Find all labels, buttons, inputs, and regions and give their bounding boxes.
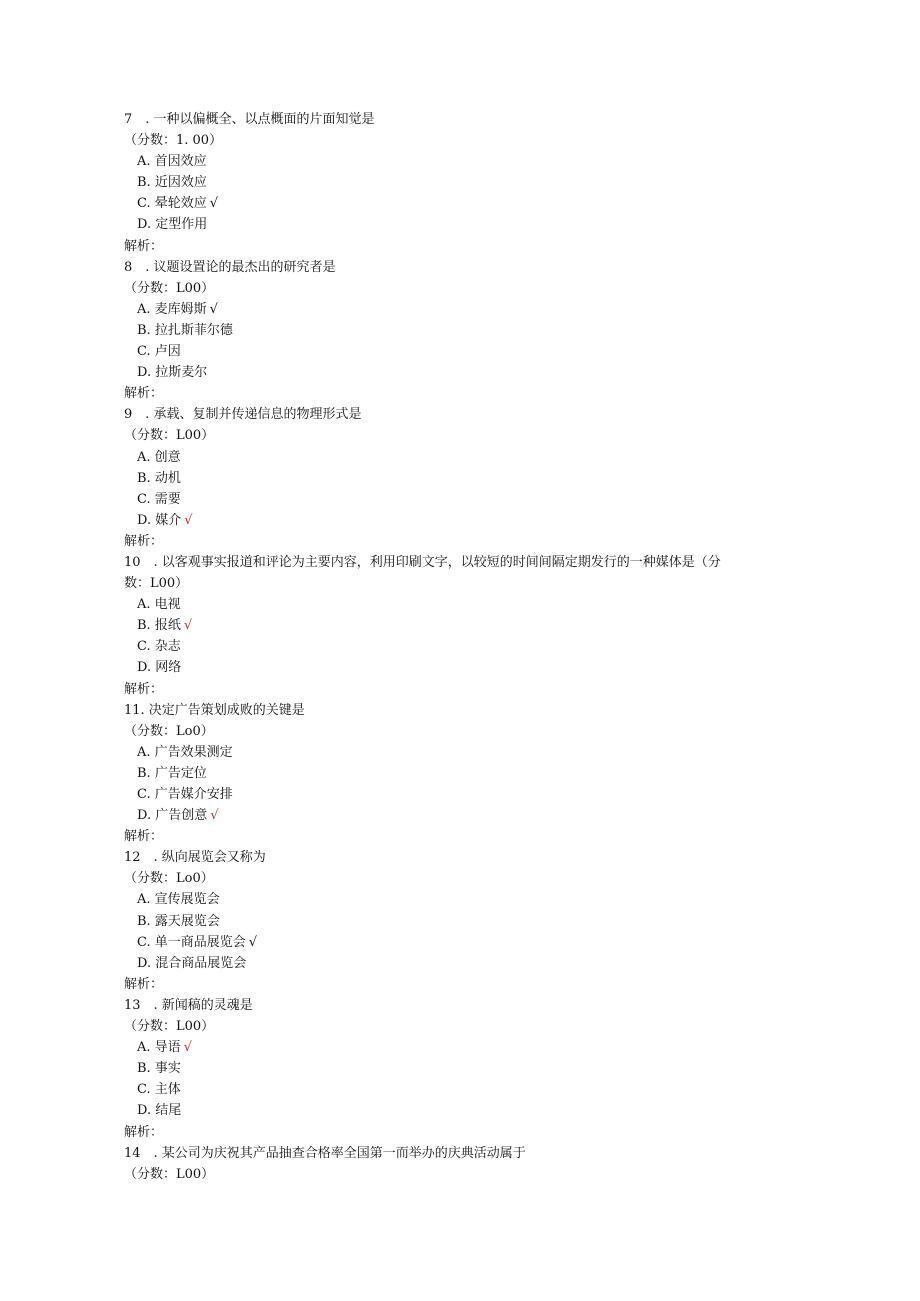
correct-check-icon: √: [183, 618, 193, 634]
answer-option: [124, 299, 774, 320]
question-stem: 12 . 纵向展览会又称为: [124, 850, 266, 866]
question-score: （分数：L00）: [124, 428, 215, 444]
question-score: （分数：Lo0）: [124, 871, 214, 887]
option-text: C. 需要: [137, 491, 181, 507]
answer-option: [124, 889, 774, 910]
question-score: （分数：L00）: [124, 1166, 215, 1182]
question-block: [124, 552, 774, 700]
option-text: C. 广告媒介安排: [137, 787, 233, 802]
correct-check-icon: √: [210, 808, 219, 824]
answer-option: [124, 214, 774, 235]
option-text: C. 杂志: [137, 639, 181, 655]
answer-option: [124, 1079, 774, 1100]
option-text: A. 首因效应: [137, 154, 207, 170]
answer-option: [124, 1058, 774, 1079]
question-block: [124, 847, 774, 995]
option-text: B. 拉扎斯菲尔德: [137, 322, 233, 338]
answer-option: [124, 932, 774, 953]
option-text: A. 麦库姆斯: [137, 301, 207, 317]
option-text: A. 导语: [137, 1040, 181, 1056]
option-text: C. 主体: [137, 1082, 181, 1098]
option-text: B. 近因效应: [137, 175, 207, 191]
answer-option: [124, 657, 774, 678]
question-score: （分数：Lo0）: [124, 723, 214, 739]
option-text: C. 晕轮效应: [137, 196, 207, 212]
option-text: B. 广告定位: [137, 765, 207, 781]
answer-option: [124, 489, 774, 510]
question-score: （分数：L00）: [124, 280, 215, 296]
answer-option: [124, 953, 774, 974]
option-text: C. 单一商品展览会: [137, 934, 246, 950]
question-block: [124, 109, 774, 257]
answer-option: [124, 636, 774, 657]
option-text: B. 事实: [137, 1061, 181, 1077]
answer-option: [124, 320, 774, 341]
option-text: B. 动机: [137, 470, 181, 486]
question-stem: 10 . 以客观事实报道和评论为主要内容，利用印刷文字，以较短的时间间隔定期发行的一种媒体是（分: [124, 554, 721, 570]
option-text: A. 创意: [137, 449, 181, 465]
answer-option: [124, 742, 774, 763]
option-text: D. 媒介: [137, 512, 182, 528]
option-text: D. 定型作用: [137, 217, 208, 233]
question-score: （分数：1. 00）: [124, 133, 223, 149]
correct-check-icon: √: [248, 934, 258, 950]
option-text: B. 报纸: [137, 618, 181, 634]
question-stem: 11. 决定广告策划成败的关键是: [124, 702, 305, 718]
option-text: A. 宣传展览会: [137, 892, 220, 908]
question-stem: 14 . 某公司为庆祝其产品抽查合格率全国第一而举办的庆典活动属于: [124, 1145, 526, 1161]
correct-check-icon: √: [184, 512, 193, 528]
answer-option: [124, 763, 774, 784]
answer-option: [124, 1100, 774, 1121]
answer-option: [124, 510, 774, 531]
question-stem: 9 . 承载、复制并传递信息的物理形式是: [124, 407, 362, 423]
option-text: D. 结尾: [137, 1103, 182, 1119]
option-text: D. 网络: [137, 660, 182, 676]
analysis-label: 解析：: [124, 976, 164, 992]
option-text: A. 广告效果测定: [137, 744, 233, 760]
question-stem: 8 . 议题设置论的最杰出的研究者是: [124, 259, 336, 275]
question-stem: 7 . 一种以偏概全、以点概面的片面知觉是: [124, 112, 375, 127]
analysis-label: 解析：: [124, 681, 164, 697]
option-text: B. 露天展览会: [137, 913, 220, 929]
question-block: [124, 1143, 774, 1185]
option-text: C. 卢因: [137, 344, 181, 360]
answer-option: [124, 468, 774, 489]
option-text: D. 广告创意: [137, 808, 208, 824]
analysis-label: 解析：: [124, 533, 164, 549]
option-text: D. 混合商品展览会: [137, 955, 247, 971]
question-stem: 13 . 新闻稿的灵魂是: [124, 997, 253, 1013]
answer-option: [124, 805, 774, 826]
question-block: [124, 257, 774, 405]
analysis-label: 解析：: [124, 238, 164, 254]
correct-check-icon: √: [183, 1040, 192, 1056]
answer-option: [124, 911, 774, 932]
question-block: [124, 995, 774, 1143]
answer-option: [124, 193, 774, 214]
answer-option: [124, 615, 774, 636]
analysis-label: 解析：: [124, 829, 164, 845]
question-list: [124, 109, 774, 1185]
option-text: D. 拉斯麦尔: [137, 365, 208, 381]
question-block: [124, 700, 774, 848]
answer-option: [124, 1037, 774, 1058]
answer-option: [124, 447, 774, 468]
correct-check-icon: √: [209, 301, 218, 317]
answer-option: [124, 172, 774, 193]
answer-option: [124, 341, 774, 362]
answer-option: [124, 362, 774, 383]
question-block: [124, 404, 774, 552]
correct-check-icon: √: [209, 196, 219, 212]
question-score: （分数：L00）: [124, 1019, 215, 1035]
analysis-label: 解析：: [124, 1124, 164, 1140]
answer-option: [124, 784, 774, 805]
analysis-label: 解析：: [124, 386, 164, 402]
question-stem: 数：L00）: [124, 576, 189, 592]
answer-option: [124, 594, 774, 615]
option-text: A. 电视: [137, 597, 181, 613]
answer-option: [124, 151, 774, 172]
